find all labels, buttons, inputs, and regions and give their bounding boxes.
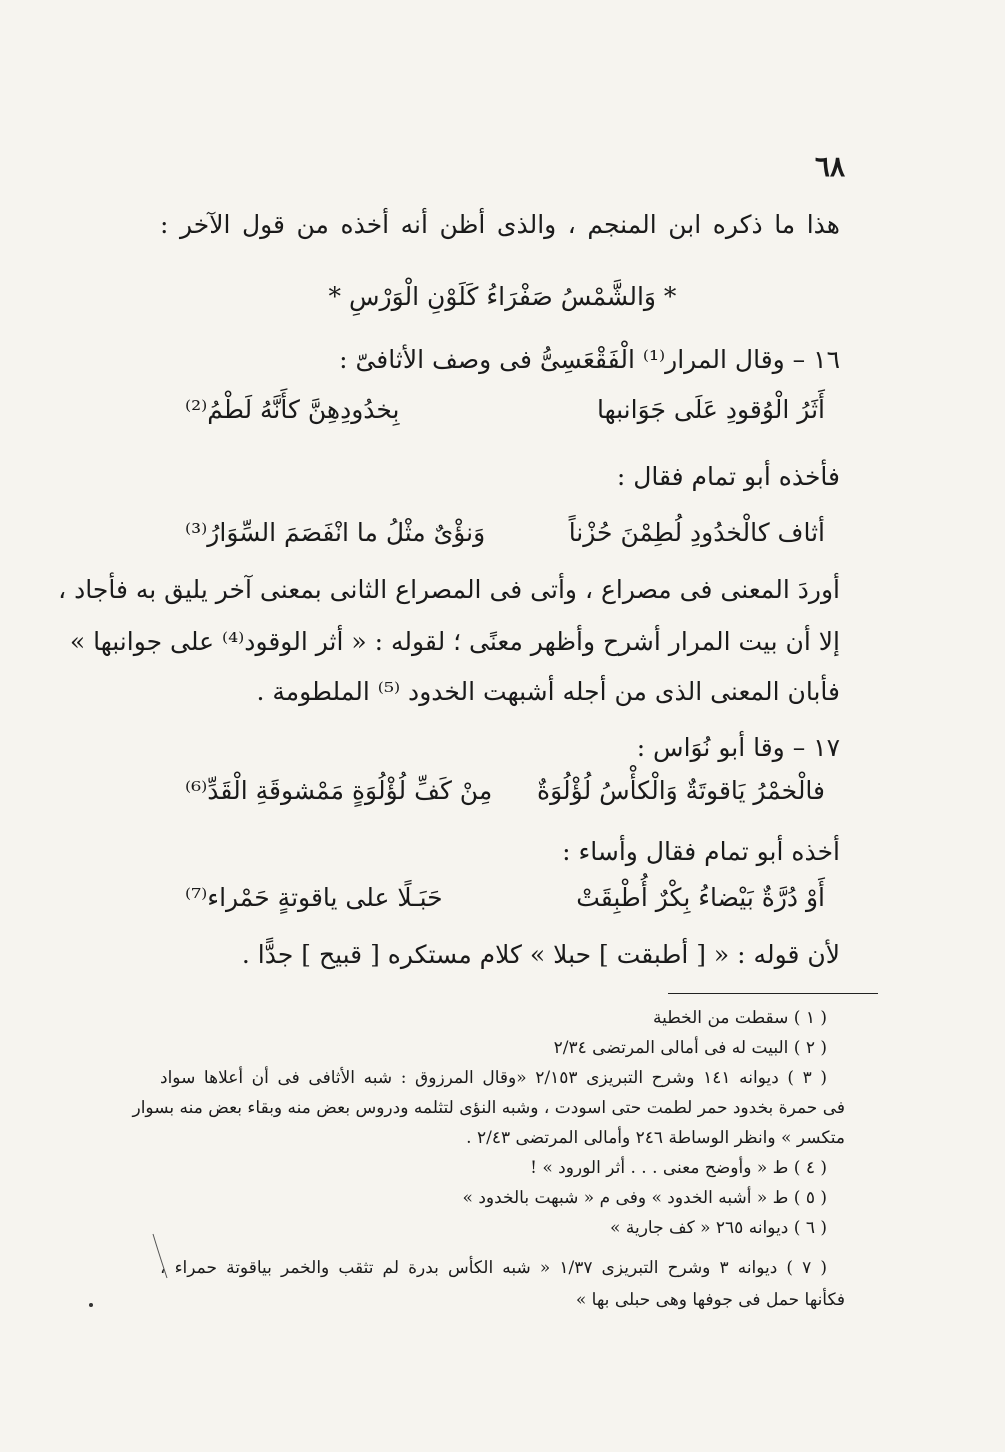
text-line-6: أخذه أبو تمام فقال وأساء : — [562, 837, 840, 866]
footnote-6: ( ٦ ) ديوانه ٢٦٥ « كف جارية » — [610, 1218, 827, 1238]
footnote-7-continuation: فكأنها حمل فى جوفها وهى حبلى بها » — [575, 1290, 845, 1310]
section-heading-17: ١٧ – وقا أبو نُوَاس : — [636, 733, 840, 762]
text-line-1: هذا ما ذكره ابن المنجم ، والذى أظن أنه أخذه من قول الآخر : — [160, 210, 840, 239]
verse-1 — [185, 395, 825, 435]
verse-1-second-hemistich: بِخدُودِهِنَّ كأَنَّهُ لَطْمُ⁽²⁾ — [185, 395, 400, 424]
verse-1-first-hemistich: أَثَرُ الْوُقودِ عَلَى جَوَانبها — [596, 395, 825, 424]
footnote-4: ( ٤ ) ط « وأوضح معنى . . . أثر الورود » ! — [530, 1158, 827, 1178]
footnote-2: ( ٢ ) البيت له فى أمالى المرتضى ٢/٣٤ — [553, 1038, 827, 1058]
text-line-5: فأبان المعنى الذى من أجله أشبهت الخدود ⁽⁵⁾ الملطومة . — [256, 677, 840, 706]
footnote-3: ( ٣ ) ديوانه ١٤١ وشرح التبريزى ٢/١٥٣ «وقال المرزوق : شبه الأثافى فى أن أعلاها سواد — [160, 1068, 828, 1088]
text-line-2: فأخذه أبو تمام فقال : — [616, 462, 840, 491]
verse-4-first-hemistich: أَوْ دُرَّةٌ بَيْضاءُ بِكْرٌ أُطْبِقَتْ — [576, 883, 825, 912]
verse-3-first-hemistich: فالْخمْرُ يَاقوتَةٌ وَالْكأْسُ لُؤْلُوَةٌ — [537, 776, 825, 805]
page-number: ٦٨ — [814, 150, 845, 183]
footnote-7: ( ٧ ) ديوانه ٣ وشرح التبريزى ١/٣٧ « شبه الكأس بدرة لم تثقب والخمر بياقوتة حمراء ، — [160, 1258, 828, 1278]
footnote-1: ( ١ ) سقطت من الخطية — [652, 1008, 827, 1028]
stray-pen-mark — [150, 1232, 170, 1282]
quoted-hemistich: * وَالشَّمْسُ صَفْرَاءُ كَلَوْنِ الْوَرْسِ * — [328, 282, 677, 311]
text-line-4: إلا أن بيت المرار أشرح وأظهر معنًى ؛ لقوله : « أثر الوقود⁽⁴⁾ على جوانبها » — [69, 627, 840, 656]
footnote-5: ( ٥ ) ط « أشبه الخدود » وفى م « شبهت بالخدود » — [462, 1188, 827, 1208]
text-line-7: لأن قوله : « [ أطبقت ] حبلا » كلام مستكره [ قبيح ] جدًّا . — [241, 940, 840, 969]
verse-4 — [185, 883, 825, 923]
verse-4-second-hemistich: حَبَـلًا على ياقوتةٍ حَمْراء⁽⁷⁾ — [185, 883, 443, 912]
footnote-separator — [668, 993, 878, 994]
stray-dot-mark — [86, 1300, 96, 1310]
verse-3 — [185, 776, 825, 816]
footnote-3-continuation: فى حمرة بخدود حمر لطمت حتى اسودت ، وشبه النؤى لتثلمه ودروس بعض منه وبقاء بعض منه بسوار — [132, 1098, 845, 1118]
verse-2 — [185, 518, 825, 558]
verse-3-second-hemistich: مِنْ كَفِّ لُؤْلُوَةٍ مَمْشوقَةِ الْقَدِّ⁽⁶⁾ — [185, 776, 493, 805]
verse-2-first-hemistich: أثاف كالْخدُودِ لُطِمْنَ حُزْناً — [568, 518, 825, 547]
section-heading-16: ١٦ – وقال المرار⁽¹⁾ الْفَقْعَسِىُّ فى وصف الأثافىّ : — [339, 345, 840, 374]
verse-2-second-hemistich: وَنؤْىٌ مثْلُ ما انْفَصَمَ السِّوَارُ⁽³⁾ — [185, 518, 486, 547]
text-line-3: أوردَ المعنى فى مصراع ، وأتى فى المصراع الثانى بمعنى آخر يليق به فأجاد ، — [58, 575, 840, 604]
footnote-3-end: متكسر » وانظر الوساطة ٢٤٦ وأمالى المرتضى ٢/٤٣ . — [466, 1128, 845, 1148]
